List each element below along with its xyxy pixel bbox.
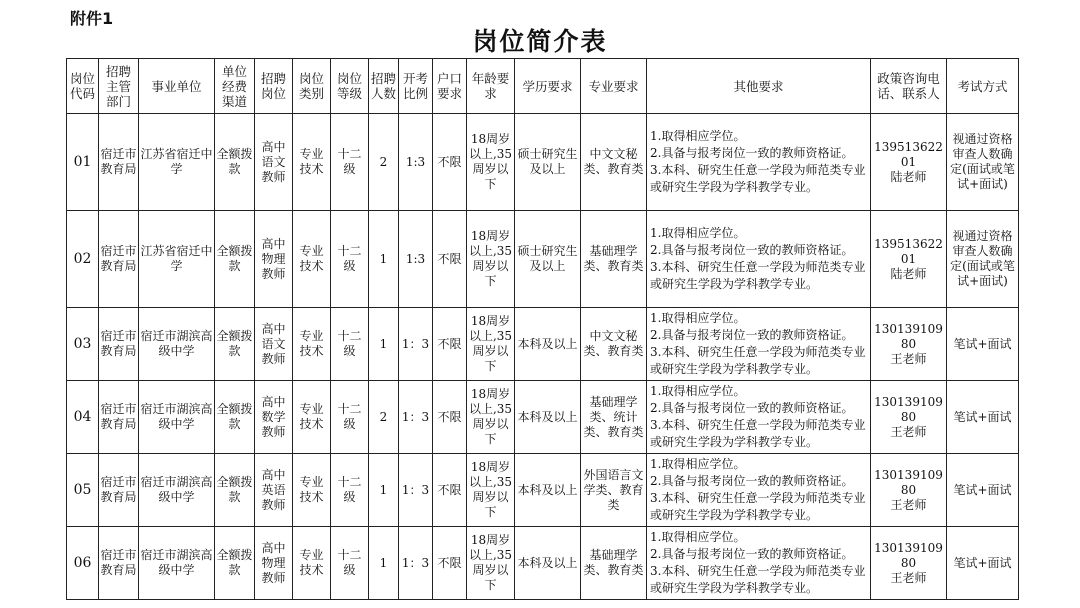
- contact-cell: [871, 381, 947, 454]
- phone-number: 13951362201: [874, 139, 943, 169]
- major-cell: 基础理学类、教育类: [581, 211, 647, 308]
- hukou-cell: 不限: [433, 454, 467, 527]
- header-cell: 户口要求: [433, 59, 467, 114]
- header-cell: 其他要求: [647, 59, 871, 114]
- education-cell: 硕士研究生及以上: [515, 114, 581, 211]
- code-cell: 03: [67, 308, 99, 381]
- requirement-line: 3.本科、研究生任意一学段为师范类专业或研究生学段为学科教学专业。: [650, 491, 866, 522]
- contact-cell: [871, 211, 947, 308]
- exam-cell: 笔试+面试: [947, 381, 1019, 454]
- unit-cell: 宿迁市湖滨高级中学: [139, 527, 215, 600]
- exam-cell: 笔试+面试: [947, 454, 1019, 527]
- header-cell: 招聘岗位: [255, 59, 293, 114]
- major-cell: 中文文秘类、教育类: [581, 114, 647, 211]
- post-cell: 高中物理教师: [255, 211, 293, 308]
- age-cell: 18周岁以上,35周岁以下: [467, 381, 515, 454]
- contact-name: 王老师: [890, 570, 927, 585]
- category-cell: 专业技术: [293, 211, 331, 308]
- age-cell: 18周岁以上,35周岁以下: [467, 527, 515, 600]
- hukou-cell: 不限: [433, 381, 467, 454]
- phone-number: 13013910980: [874, 394, 943, 424]
- level-cell: 十二级: [331, 211, 369, 308]
- contact-name: 陆老师: [890, 266, 927, 281]
- requirement-line: 3.本科、研究生任意一学段为师范类专业或研究生学段为学科教学专业。: [650, 345, 866, 376]
- education-cell: 本科及以上: [515, 381, 581, 454]
- exam-cell: 视通过资格审查人数确定(面试或笔试+面试): [947, 114, 1019, 211]
- dept-cell: 宿迁市教育局: [99, 381, 139, 454]
- other-requirements-cell: [647, 308, 871, 381]
- count-cell: 1: [369, 527, 399, 600]
- requirement-line: 3.本科、研究生任意一学段为师范类专业或研究生学段为学科教学专业。: [650, 163, 866, 194]
- dept-cell: 宿迁市教育局: [99, 527, 139, 600]
- dept-cell: 宿迁市教育局: [99, 211, 139, 308]
- ratio-cell: 1：3: [399, 308, 433, 381]
- unit-cell: 宿迁市湖滨高级中学: [139, 454, 215, 527]
- count-cell: 1: [369, 454, 399, 527]
- major-cell: 外国语言文学类、教育类: [581, 454, 647, 527]
- table-row: [67, 211, 1019, 308]
- header-cell: 招聘人数: [369, 59, 399, 114]
- header-cell: 招聘主管部门: [99, 59, 139, 114]
- header-cell: 开考比例: [399, 59, 433, 114]
- funding-cell: 全额拨款: [215, 114, 255, 211]
- table-row: [67, 308, 1019, 381]
- category-cell: 专业技术: [293, 114, 331, 211]
- other-requirements-cell: [647, 454, 871, 527]
- contact-cell: [871, 527, 947, 600]
- other-requirements-cell: [647, 527, 871, 600]
- phone-number: 13013910980: [874, 467, 943, 497]
- contact-cell: [871, 454, 947, 527]
- table-row: [67, 527, 1019, 600]
- code-cell: 02: [67, 211, 99, 308]
- funding-cell: 全额拨款: [215, 381, 255, 454]
- requirement-line: 2.具备与报考岗位一致的教师资格证。: [650, 547, 854, 561]
- hukou-cell: 不限: [433, 527, 467, 600]
- hukou-cell: 不限: [433, 211, 467, 308]
- header-cell: 考试方式: [947, 59, 1019, 114]
- post-cell: 高中英语教师: [255, 454, 293, 527]
- level-cell: 十二级: [331, 381, 369, 454]
- header-cell: 专业要求: [581, 59, 647, 114]
- count-cell: 2: [369, 114, 399, 211]
- education-cell: 本科及以上: [515, 527, 581, 600]
- header-row: [67, 59, 1019, 114]
- post-cell: 高中数学教师: [255, 381, 293, 454]
- funding-cell: 全额拨款: [215, 454, 255, 527]
- other-requirements-cell: [647, 114, 871, 211]
- code-cell: 06: [67, 527, 99, 600]
- funding-cell: 全额拨款: [215, 527, 255, 600]
- page-title: 岗位简介表: [472, 27, 608, 56]
- category-cell: 专业技术: [293, 527, 331, 600]
- level-cell: 十二级: [331, 308, 369, 381]
- phone-number: 13013910980: [874, 321, 943, 351]
- requirement-line: 3.本科、研究生任意一学段为师范类专业或研究生学段为学科教学专业。: [650, 564, 866, 595]
- requirement-line: 3.本科、研究生任意一学段为师范类专业或研究生学段为学科教学专业。: [650, 418, 866, 449]
- code-cell: 04: [67, 381, 99, 454]
- contact-name: 王老师: [890, 351, 927, 366]
- age-cell: 18周岁以上,35周岁以下: [467, 211, 515, 308]
- age-cell: 18周岁以上,35周岁以下: [467, 308, 515, 381]
- contact-cell: [871, 308, 947, 381]
- category-cell: 专业技术: [293, 308, 331, 381]
- attachment-label: 附件1: [70, 9, 114, 28]
- unit-cell: 宿迁市湖滨高级中学: [139, 308, 215, 381]
- requirement-line: 1.取得相应学位。: [650, 384, 746, 398]
- major-cell: 基础理学类、统计类、教育类: [581, 381, 647, 454]
- table-row: [67, 114, 1019, 211]
- unit-cell: 宿迁市湖滨高级中学: [139, 381, 215, 454]
- contact-cell: [871, 114, 947, 211]
- category-cell: 专业技术: [293, 381, 331, 454]
- count-cell: 1: [369, 211, 399, 308]
- funding-cell: 全额拨款: [215, 211, 255, 308]
- header-cell: 岗位类别: [293, 59, 331, 114]
- age-cell: 18周岁以上,35周岁以下: [467, 114, 515, 211]
- requirement-line: 1.取得相应学位。: [650, 530, 746, 544]
- header-cell: 学历要求: [515, 59, 581, 114]
- header-cell: 年龄要求: [467, 59, 515, 114]
- position-table: [66, 58, 1019, 600]
- level-cell: 十二级: [331, 114, 369, 211]
- category-cell: 专业技术: [293, 454, 331, 527]
- contact-name: 陆老师: [890, 169, 927, 184]
- table-row: [67, 454, 1019, 527]
- unit-cell: 江苏省宿迁中学: [139, 211, 215, 308]
- header-cell: 岗位代码: [67, 59, 99, 114]
- count-cell: 2: [369, 381, 399, 454]
- count-cell: 1: [369, 308, 399, 381]
- header-cell: 岗位等级: [331, 59, 369, 114]
- requirement-line: 2.具备与报考岗位一致的教师资格证。: [650, 328, 854, 342]
- requirement-line: 2.具备与报考岗位一致的教师资格证。: [650, 146, 854, 160]
- other-requirements-cell: [647, 211, 871, 308]
- exam-cell: 视通过资格审查人数确定(面试或笔试+面试): [947, 211, 1019, 308]
- hukou-cell: 不限: [433, 114, 467, 211]
- age-cell: 18周岁以上,35周岁以下: [467, 454, 515, 527]
- exam-cell: 笔试+面试: [947, 527, 1019, 600]
- post-cell: 高中语文教师: [255, 308, 293, 381]
- dept-cell: 宿迁市教育局: [99, 308, 139, 381]
- dept-cell: 宿迁市教育局: [99, 114, 139, 211]
- ratio-cell: 1：3: [399, 381, 433, 454]
- level-cell: 十二级: [331, 527, 369, 600]
- requirement-line: 1.取得相应学位。: [650, 311, 746, 325]
- unit-cell: 江苏省宿迁中学: [139, 114, 215, 211]
- contact-name: 王老师: [890, 424, 927, 439]
- requirement-line: 1.取得相应学位。: [650, 226, 746, 240]
- requirement-line: 1.取得相应学位。: [650, 129, 746, 143]
- post-cell: 高中语文教师: [255, 114, 293, 211]
- code-cell: 01: [67, 114, 99, 211]
- phone-number: 13951362201: [874, 236, 943, 266]
- ratio-cell: 1：3: [399, 454, 433, 527]
- hukou-cell: 不限: [433, 308, 467, 381]
- major-cell: 中文文秘类、教育类: [581, 308, 647, 381]
- education-cell: 本科及以上: [515, 308, 581, 381]
- funding-cell: 全额拨款: [215, 308, 255, 381]
- header-cell: 政策咨询电话、联系人: [871, 59, 947, 114]
- post-cell: 高中物理教师: [255, 527, 293, 600]
- header-cell: 事业单位: [139, 59, 215, 114]
- other-requirements-cell: [647, 381, 871, 454]
- education-cell: 本科及以上: [515, 454, 581, 527]
- requirement-line: 2.具备与报考岗位一致的教师资格证。: [650, 401, 854, 415]
- phone-number: 13013910980: [874, 540, 943, 570]
- requirement-line: 2.具备与报考岗位一致的教师资格证。: [650, 243, 854, 257]
- table-row: [67, 381, 1019, 454]
- ratio-cell: 1：3: [399, 527, 433, 600]
- major-cell: 基础理学类、教育类: [581, 527, 647, 600]
- exam-cell: 笔试+面试: [947, 308, 1019, 381]
- header-cell: 单位经费渠道: [215, 59, 255, 114]
- requirement-line: 2.具备与报考岗位一致的教师资格证。: [650, 474, 854, 488]
- education-cell: 硕士研究生及以上: [515, 211, 581, 308]
- dept-cell: 宿迁市教育局: [99, 454, 139, 527]
- requirement-line: 1.取得相应学位。: [650, 457, 746, 471]
- level-cell: 十二级: [331, 454, 369, 527]
- ratio-cell: 1:3: [399, 114, 433, 211]
- requirement-line: 3.本科、研究生任意一学段为师范类专业或研究生学段为学科教学专业。: [650, 260, 866, 291]
- ratio-cell: 1:3: [399, 211, 433, 308]
- contact-name: 王老师: [890, 497, 927, 512]
- code-cell: 05: [67, 454, 99, 527]
